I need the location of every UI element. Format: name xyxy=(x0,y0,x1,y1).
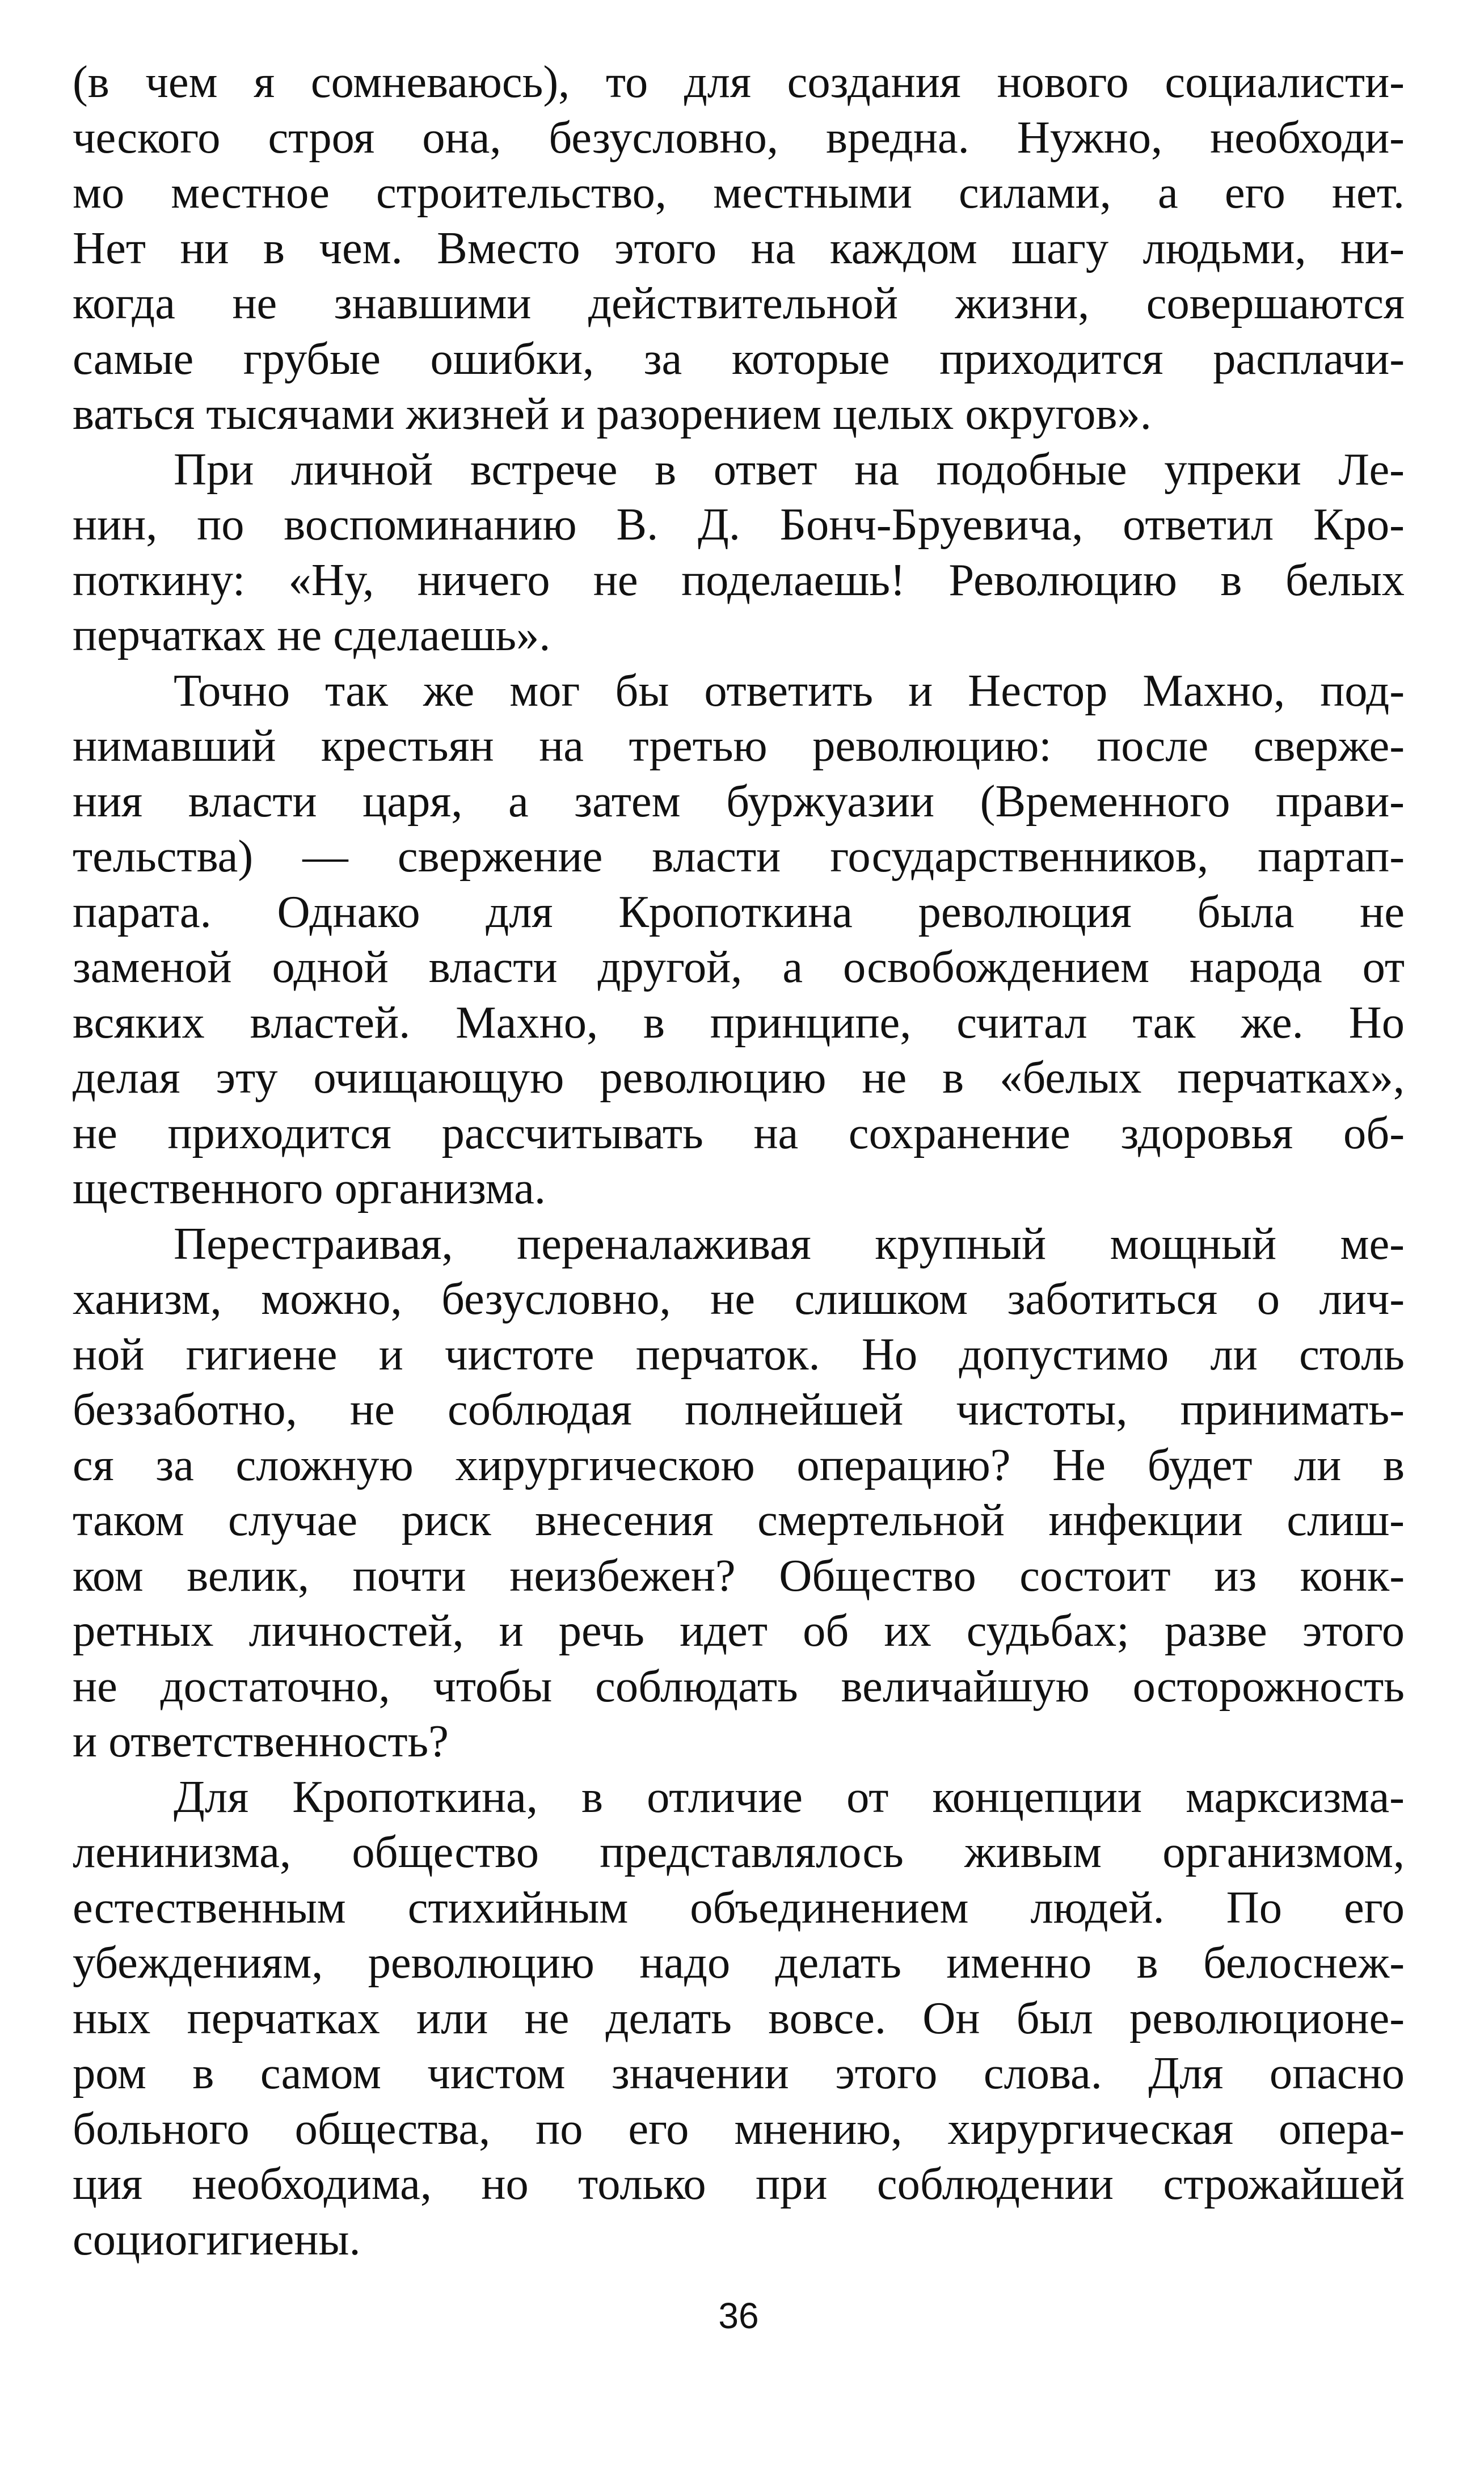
text-line: убеждениям, революцию надо делать именно в белоснеж- xyxy=(73,1937,1405,1988)
text-line: Перестраивая, переналаживая крупный мощный ме- xyxy=(174,1218,1405,1269)
text-line: ваться тысячами жизней и разорением целых округов». xyxy=(73,389,1152,439)
text-line: Для Кропоткина, в отличие от концепции марксизма- xyxy=(174,1771,1405,1822)
text-line: социогигиены. xyxy=(73,2214,361,2265)
paragraph xyxy=(73,663,1405,1216)
text-line: ленинизма, общество представлялось живым организмом, xyxy=(73,1827,1405,1877)
text-line: ческого строя она, безусловно, вредна. Нужно, необходи- xyxy=(73,112,1405,163)
text-line: перчатках не сделаешь». xyxy=(73,610,551,660)
text-line: беззаботно, не соблюдая полнейшей чистоты, принимать- xyxy=(73,1384,1405,1435)
paragraph xyxy=(73,1216,1405,1769)
text-line: и ответственность? xyxy=(73,1716,449,1767)
text-line: ром в самом чистом значении этого слова. Для опасно xyxy=(73,2048,1405,2098)
text-line: таком случае риск внесения смертельной инфекции слиш- xyxy=(73,1495,1405,1545)
text-line: не достаточно, чтобы соблюдать величайшую осторожность xyxy=(73,1661,1405,1712)
text-line: всяких властей. Махно, в принципе, считал так же. Но xyxy=(73,997,1405,1048)
text-line: нимавший крестьян на третью революцию: после сверже- xyxy=(73,720,1405,771)
paragraph xyxy=(73,442,1405,663)
body-text xyxy=(73,54,1405,2267)
text-line: (в чем я сомневаюсь), то для создания нового социалисти- xyxy=(73,57,1405,107)
paragraph xyxy=(73,54,1405,442)
text-line: ной гигиене и чистоте перчаток. Но допустимо ли столь xyxy=(73,1329,1405,1380)
text-line: когда не знавшими действительной жизни, совершаются xyxy=(73,278,1405,328)
text-line: ция необходима, но только при соблюдении строжайшей xyxy=(73,2159,1405,2209)
text-line: парата. Однако для Кропоткина революция была не xyxy=(73,886,1405,937)
text-line: делая эту очищающую революцию не в «белых перчатках», xyxy=(73,1052,1405,1103)
text-line: ретных личностей, и речь идет об их судьбах; разве этого xyxy=(73,1605,1405,1656)
text-line: тельства) — свержение власти государственников, партап- xyxy=(73,831,1405,882)
text-line: ком велик, почти неизбежен? Общество состоит из конк- xyxy=(73,1550,1405,1601)
page-number: 36 xyxy=(718,2295,759,2336)
text-line: мо местное строительство, местными силами, а его нет. xyxy=(73,167,1405,218)
text-line: ся за сложную хирургическою операцию? Не будет ли в xyxy=(73,1439,1405,1490)
text-line: заменой одной власти другой, а освобождением народа от xyxy=(73,942,1405,992)
text-line: щественного организма. xyxy=(73,1163,546,1213)
text-line: ных перчатках или не делать вовсе. Он был революционе- xyxy=(73,1992,1405,2043)
text-line: больного общества, по его мнению, хирургическая опера- xyxy=(73,2103,1405,2154)
text-line: Точно так же мог бы ответить и Нестор Махно, под- xyxy=(174,665,1405,716)
text-line: самые грубые ошибки, за которые приходится расплачи- xyxy=(73,333,1405,384)
text-line: не приходится рассчитывать на сохранение здоровья об- xyxy=(73,1107,1405,1158)
book-page xyxy=(73,54,1405,2426)
text-line: поткину: «Ну, ничего не поделаешь! Революцию в белых xyxy=(73,554,1405,605)
text-line: При личной встрече в ответ на подобные упреки Ле- xyxy=(174,444,1405,495)
text-line: естественным стихийным объединением людей. По его xyxy=(73,1882,1405,1933)
paragraph xyxy=(73,1769,1405,2268)
text-line: ханизм, можно, безусловно, не слишком заботиться о лич- xyxy=(73,1274,1405,1324)
text-line: ния власти царя, а затем буржуазии (Временного прави- xyxy=(73,776,1405,827)
text-line: Нет ни в чем. Вместо этого на каждом шагу людьми, ни- xyxy=(73,222,1405,273)
text-line: нин, по воспоминанию В. Д. Бонч-Бруевича, ответил Кро- xyxy=(73,499,1405,550)
